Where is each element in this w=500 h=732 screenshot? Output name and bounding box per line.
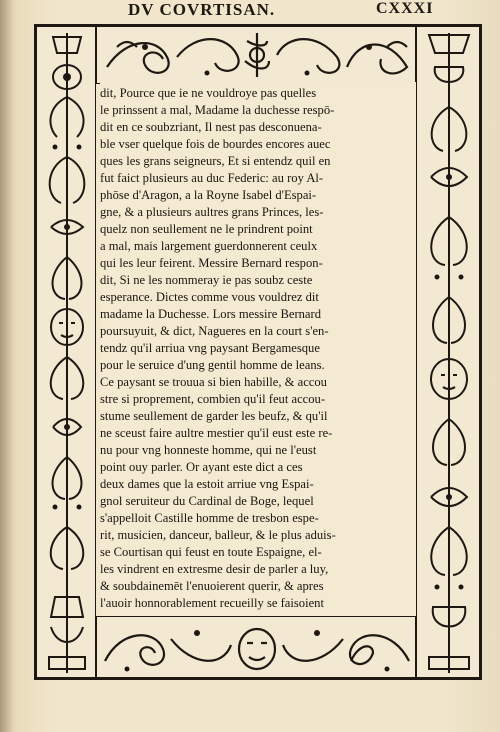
text-line: gnol seruiteur du Cardinal de Boge, lequel xyxy=(100,494,314,508)
top-ornament-border xyxy=(96,26,416,84)
left-ornament-column xyxy=(36,26,96,678)
text-line: quelz non seullement ne le prindrent point xyxy=(100,222,313,236)
text-line: le prinssent a mal, Madame la duchesse respō- xyxy=(100,103,335,117)
urn-column-icon xyxy=(417,27,480,678)
text-line: dit, Si ne les nommeray ie pas soubz ceste xyxy=(100,273,313,287)
text-line: tendz qu'il arriua vng paysant Bergamesque xyxy=(100,341,320,355)
text-line: dit, Pource que ie ne vouldroye pas quelles xyxy=(100,86,317,100)
text-line: deux dames que la estoit arriue vng Espai- xyxy=(100,477,314,491)
bottom-ornament-border xyxy=(96,616,416,678)
text-line: se Courtisan qui feust en toute Espaigne, el- xyxy=(100,545,322,559)
text-line: rit, musicien, danceur, balleur, & le plus aduis- xyxy=(100,528,336,542)
mask-scroll-icon xyxy=(97,617,416,678)
text-line: stre si proprement, combien qu'il feut accou- xyxy=(100,392,326,406)
running-title: DV COVRTISAN. xyxy=(128,0,276,19)
text-line: qui les leur feirent. Messire Bernard respon- xyxy=(100,256,323,270)
text-line: fut faict plusieurs au duc Federic: au roy Al- xyxy=(100,171,324,185)
foliate-scroll-icon xyxy=(97,27,416,84)
text-line: dit en ce soubzriant, Il nest pas desconuena- xyxy=(100,120,322,134)
text-line: madame la Duchesse. Lors messire Bernard xyxy=(100,307,322,321)
folio-number: CXXXI xyxy=(376,0,434,17)
text-line: les vindrent en extresme desir de parler a luy, xyxy=(100,562,329,576)
text-line: & soubdainemēt l'enuoierent querir, & apres xyxy=(100,579,324,593)
text-line: Ce paysant se trouua si bien habille, & accou xyxy=(100,375,327,389)
right-ornament-column xyxy=(416,26,480,678)
text-line: point ouy parler. Or ayant este dict a ces xyxy=(100,460,303,474)
text-block xyxy=(100,82,416,616)
text-line: s'appelloit Castille homme de tresbon espe- xyxy=(100,511,319,525)
text-line: ne sceust faire aultre mestier qu'il eust este re- xyxy=(100,426,333,440)
text-line: poursuyuit, & dict, Nagueres en la court s'en- xyxy=(100,324,329,338)
text-line: l'auoir honnorablement recueilly se faisoient xyxy=(100,596,324,610)
candelabra-icon xyxy=(37,27,96,678)
text-line: stume seullement de garder les beufz, & qu'il xyxy=(100,409,328,423)
text-line: pour le seruice d'ung gentil homme de leans. xyxy=(100,358,325,372)
text-line: ques les grans seigneurs, Et si entendz quil en xyxy=(100,154,331,168)
text-line: nu pour vng honneste homme, qui ne l'eust xyxy=(100,443,317,457)
text-line: esperance. Dictes comme vous vouldrez dit xyxy=(100,290,319,304)
text-line: ble vser quelque fois de bourdes encores auec xyxy=(100,137,331,151)
text-line: gne, & a plusieurs aultres grans Princes, les- xyxy=(100,205,324,219)
gutter-shadow xyxy=(0,0,14,732)
text-line: a mal, mais largement guerdonnerent ceulx xyxy=(100,239,318,253)
text-line: phōse d'Aragon, a la Royne Isabel d'Espai- xyxy=(100,188,317,202)
